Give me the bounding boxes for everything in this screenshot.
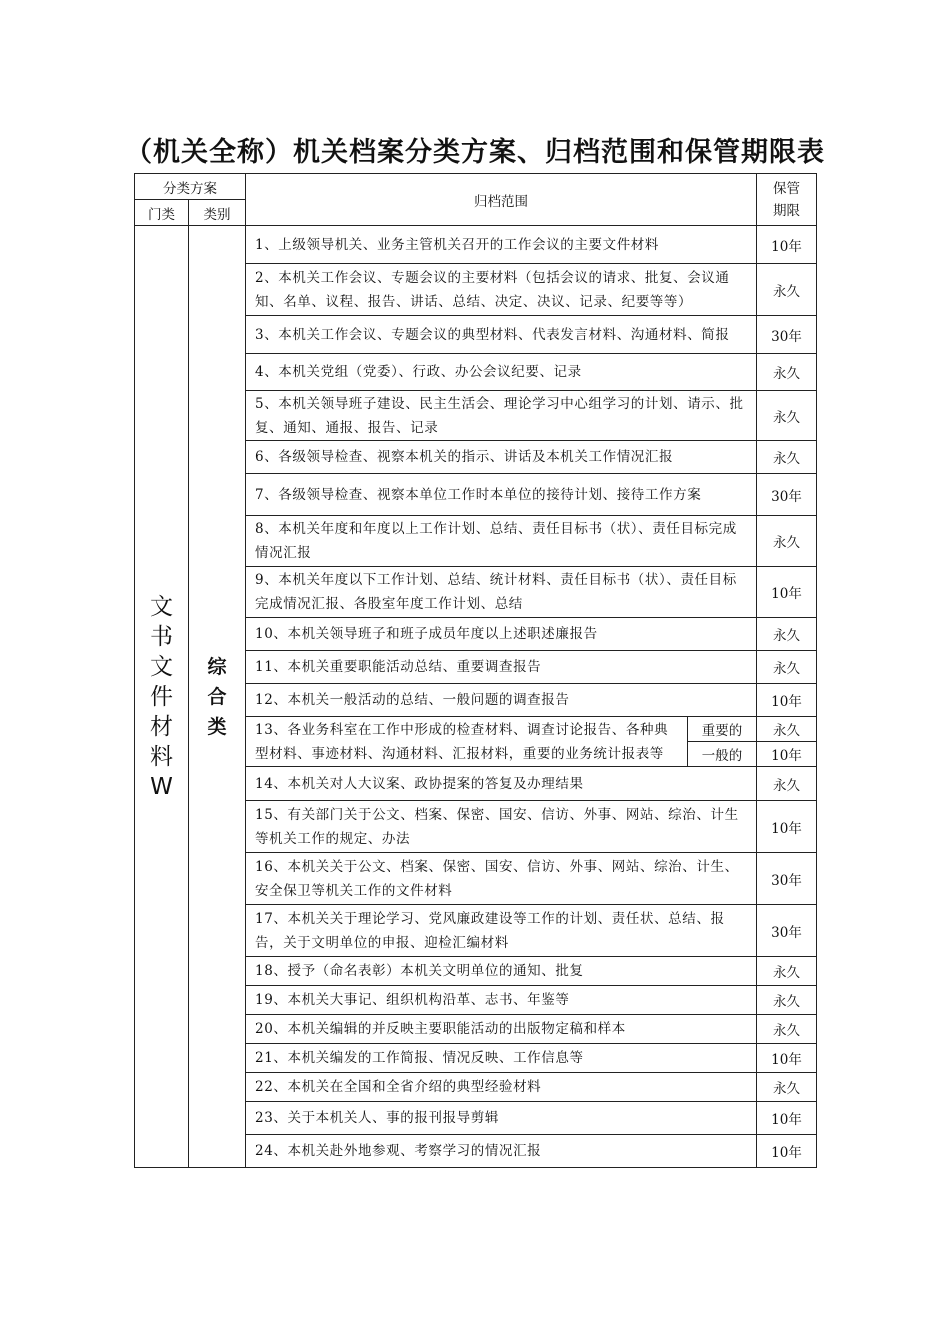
scope-item: 6、各级领导检查、视察本机关的指示、讲话及本机关工作情况汇报 bbox=[246, 441, 757, 474]
scope-item: 5、本机关领导班子建设、民主生活会、理论学习中心组学习的计划、请示、批复、通知、通报、报告、记录 bbox=[246, 391, 757, 441]
scope-item: 1、上级领导机关、业务主管机关召开的工作会议的主要文件材料 bbox=[246, 226, 757, 264]
category-cell bbox=[135, 226, 189, 1168]
scope-item: 18、授予（命名表彰）本机关文明单位的通知、批复 bbox=[246, 957, 757, 986]
retention-period: 永久 bbox=[757, 618, 817, 651]
header-scope: 归档范围 bbox=[246, 174, 757, 226]
scope-item: 10、本机关领导班子和班子成员年度以上述职述廉报告 bbox=[246, 618, 757, 651]
scope-item: 22、本机关在全国和全省介绍的典型经验材料 bbox=[246, 1073, 757, 1102]
scope-item: 4、本机关党组（党委）、行政、办公会议纪要、记录 bbox=[246, 354, 757, 391]
archive-classification-table bbox=[134, 173, 817, 1168]
scope-item: 19、本机关大事记、组织机构沿革、志书、年鉴等 bbox=[246, 986, 757, 1015]
subcategory-label: 综合类 bbox=[207, 655, 227, 738]
retention-period: 10年 bbox=[757, 226, 817, 264]
retention-period: 30年 bbox=[757, 474, 817, 516]
retention-period: 10年 bbox=[757, 1102, 817, 1135]
retention-period: 永久 bbox=[757, 391, 817, 441]
importance-general: 一般的 bbox=[688, 742, 757, 767]
scope-item: 8、本机关年度和年度以上工作计划、总结、责任目标书（状）、责任目标完成情况汇报 bbox=[246, 516, 757, 567]
header-scheme: 分类方案 bbox=[135, 174, 246, 200]
retention-period: 30年 bbox=[757, 905, 817, 957]
scope-item: 2、本机关工作会议、专题会议的主要材料（包括会议的请求、批复、会议通知、名单、议程、报告、讲话、总结、决定、决议、记录、纪要等等） bbox=[246, 264, 757, 316]
retention-period: 永久 bbox=[757, 516, 817, 567]
retention-period: 永久 bbox=[757, 957, 817, 986]
retention-period: 10年 bbox=[757, 567, 817, 618]
scope-item: 15、有关部门关于公文、档案、保密、国安、信访、外事、网站、综治、计生等机关工作的规定、办法 bbox=[246, 801, 757, 853]
retention-period: 10年 bbox=[757, 684, 817, 717]
scope-item: 17、本机关关于理论学习、党风廉政建设等工作的计划、责任状、总结、报告，关于文明单位的申报、迎检汇编材料 bbox=[246, 905, 757, 957]
scope-item: 9、本机关年度以下工作计划、总结、统计材料、责任目标书（状）、责任目标完成情况汇报、各股室年度工作计划、总结 bbox=[246, 567, 757, 618]
retention-period: 永久 bbox=[757, 767, 817, 801]
retention-period: 永久 bbox=[757, 986, 817, 1015]
scope-item: 24、本机关赴外地参观、考察学习的情况汇报 bbox=[246, 1135, 757, 1168]
retention-period: 永久 bbox=[757, 651, 817, 684]
scope-item: 14、本机关对人大议案、政协提案的答复及办理结果 bbox=[246, 767, 757, 801]
scope-item: 21、本机关编发的工作简报、情况反映、工作信息等 bbox=[246, 1044, 757, 1073]
scope-item: 3、本机关工作会议、专题会议的典型材料、代表发言材料、沟通材料、简报 bbox=[246, 316, 757, 354]
retention-period: 永久 bbox=[757, 1073, 817, 1102]
retention-period: 10年 bbox=[757, 801, 817, 853]
retention-period: 10年 bbox=[757, 1135, 817, 1168]
retention-period: 永久 bbox=[757, 264, 817, 316]
scope-item: 13、各业务科室在工作中形成的检查材料、调查讨论报告、各种典型材料、事迹材料、沟通材料、汇报材料，重要的业务统计报表等 bbox=[246, 717, 688, 767]
importance-important: 重要的 bbox=[688, 717, 757, 742]
retention-period: 10年 bbox=[757, 1044, 817, 1073]
scope-item: 16、本机关关于公文、档案、保密、国安、信访、外事、网站、综治、计生、安全保卫等机关工作的文件材料 bbox=[246, 853, 757, 905]
scope-item: 20、本机关编辑的并反映主要职能活动的出版物定稿和样本 bbox=[246, 1015, 757, 1044]
header-period: 保管期限 bbox=[757, 174, 817, 226]
table-row bbox=[135, 226, 817, 264]
retention-period: 永久 bbox=[757, 717, 817, 742]
page-title: （机关全称）机关档案分类方案、归档范围和保管期限表 bbox=[125, 137, 825, 168]
retention-period: 永久 bbox=[757, 1015, 817, 1044]
subcategory-cell bbox=[189, 226, 246, 1168]
scope-item: 12、本机关一般活动的总结、一般问题的调查报告 bbox=[246, 684, 757, 717]
retention-period: 永久 bbox=[757, 354, 817, 391]
category-label: 文书文件材料W bbox=[150, 593, 173, 800]
header-subcategory: 类别 bbox=[189, 200, 246, 226]
retention-period: 30年 bbox=[757, 853, 817, 905]
scope-item: 23、关于本机关人、事的报刊报导剪辑 bbox=[246, 1102, 757, 1135]
scope-item: 7、各级领导检查、视察本单位工作时本单位的接待计划、接待工作方案 bbox=[246, 474, 757, 516]
retention-period: 10年 bbox=[757, 742, 817, 767]
header-category: 门类 bbox=[135, 200, 189, 226]
scope-item: 11、本机关重要职能活动总结、重要调查报告 bbox=[246, 651, 757, 684]
retention-period: 永久 bbox=[757, 441, 817, 474]
retention-period: 30年 bbox=[757, 316, 817, 354]
